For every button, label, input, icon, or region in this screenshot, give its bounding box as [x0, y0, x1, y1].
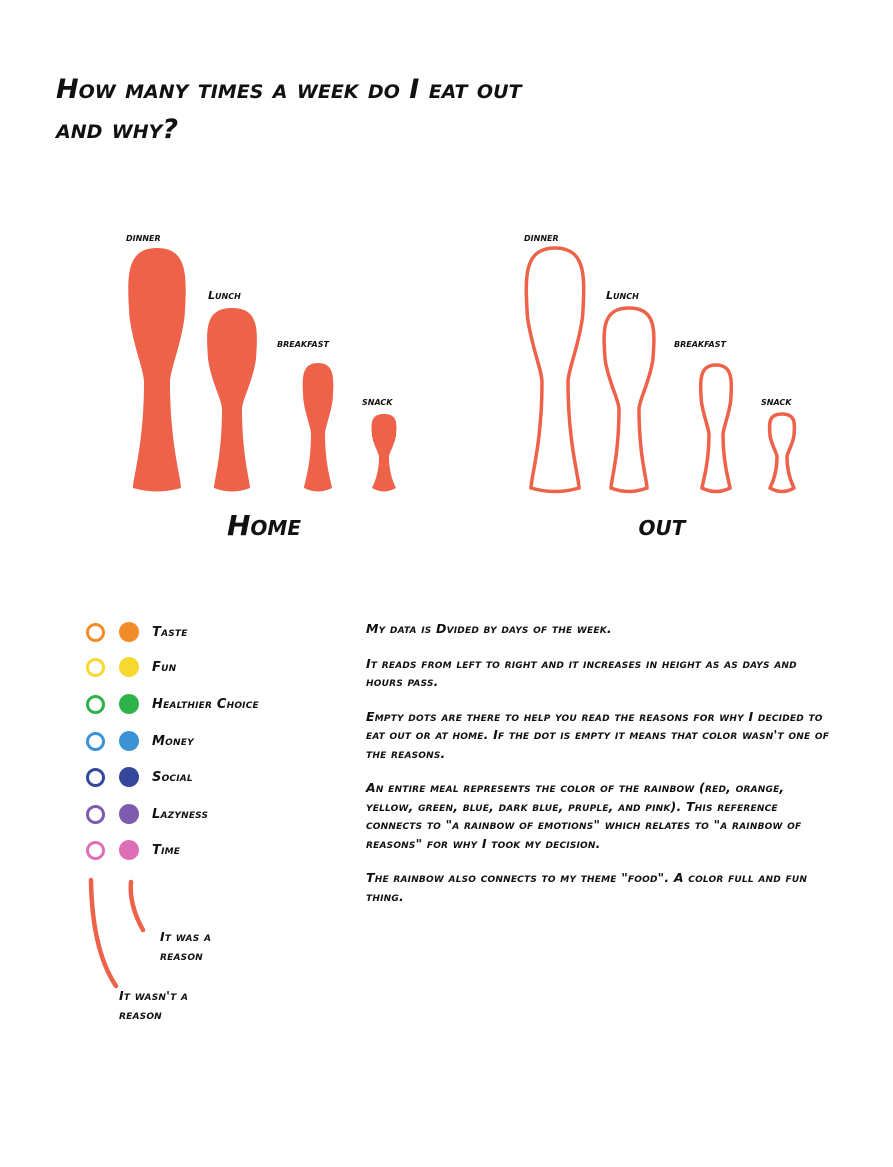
- group-label-out: out: [638, 509, 686, 542]
- annotation-was-reason: It was a reason: [160, 929, 212, 963]
- explanation-notes: [366, 620, 836, 922]
- meal-label: breakfast: [277, 337, 329, 350]
- note-paragraph: My data is Dvided by days of the week.: [366, 621, 612, 636]
- note-paragraph: The rainbow also connects to my theme "food". A color full and fun thing.: [366, 870, 808, 904]
- legend-label: Social: [152, 769, 193, 785]
- note-paragraph: An entire meal represents the color of the rainbow (red, orange, yellow, green, blue, dark blue, pruple, and pink). This reference connects to "a rainbow of emotions" which relates to "a rainbow of reasons" for why I took my decision.: [366, 780, 802, 851]
- legend-label: Healthier Choice: [152, 696, 259, 712]
- meal-label: snack: [362, 395, 393, 408]
- legend-label: Lazyness: [152, 806, 209, 822]
- note-paragraph: It reads from left to right and it increases in height as as days and hours pass.: [366, 655, 797, 689]
- legend-label: Money: [152, 733, 194, 749]
- note-paragraph: Empty dots are there to help you read the reasons for why I decided to eat out or at home. If the dot is empty it means that color wasn't one of the reasons.: [366, 708, 830, 761]
- meal-label: dinner: [524, 231, 559, 244]
- meal-label: dinner: [126, 231, 161, 244]
- meal-label: Lunch: [606, 289, 639, 302]
- group-label-home: Home: [227, 509, 301, 542]
- legend-label: Time: [152, 842, 181, 858]
- meal-label: Lunch: [208, 289, 241, 302]
- meal-label: snack: [761, 395, 792, 408]
- meal-label: breakfast: [674, 337, 726, 350]
- legend-label: Fun: [152, 659, 177, 675]
- annotation-wasnt-reason: It wasn't a reason: [119, 988, 189, 1022]
- was-reason-pointer: [131, 882, 143, 930]
- wasnt-reason-pointer: [91, 880, 116, 986]
- page-title: How many times a week do I eat out and why?: [56, 74, 522, 145]
- legend-label: Taste: [152, 624, 188, 640]
